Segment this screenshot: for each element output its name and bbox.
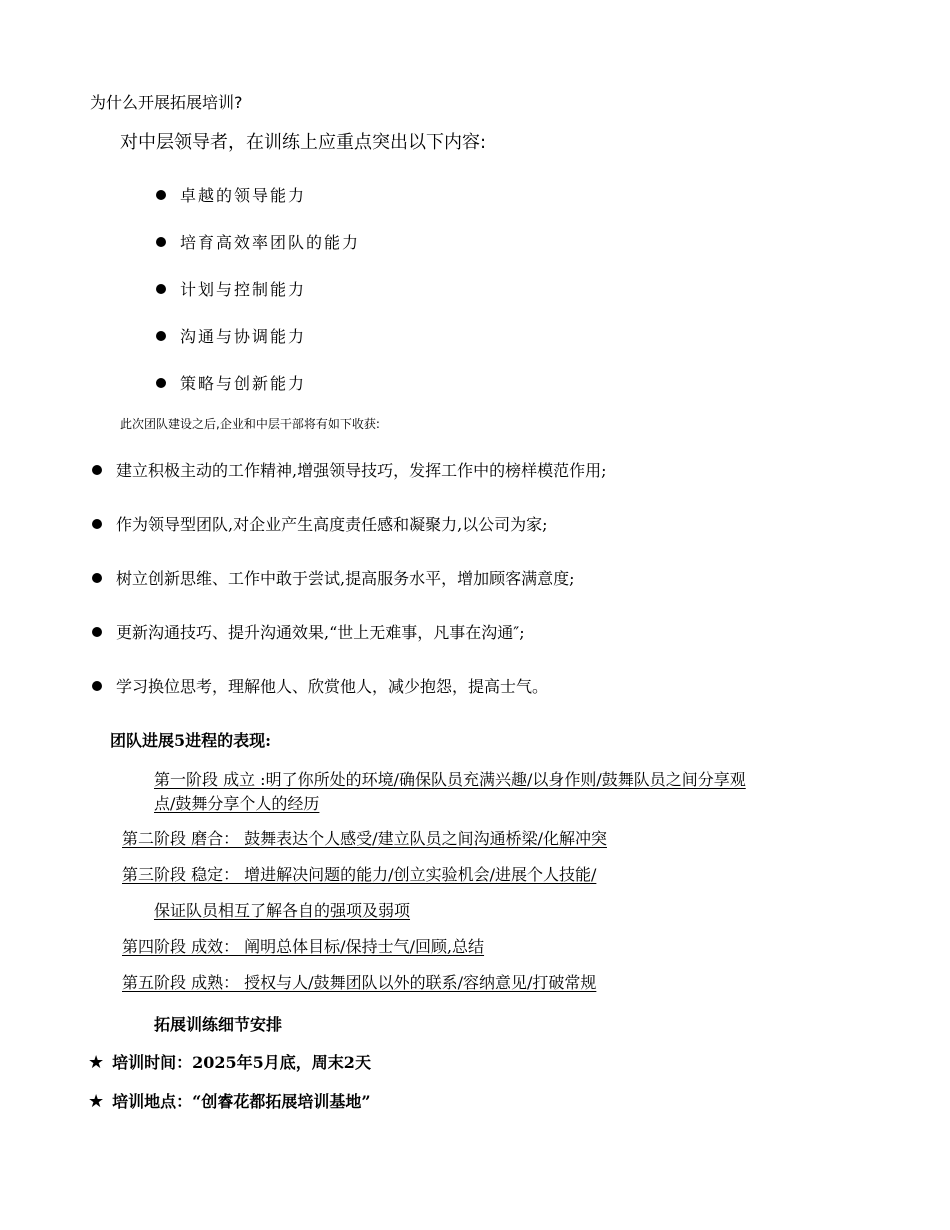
bullet-icon: [156, 237, 166, 247]
stages-heading: 团队进展5进程的表现:: [110, 731, 272, 750]
list-item: 树立创新思维、工作中敢于尝试,提高服务水平，增加顾客满意度;: [92, 566, 574, 589]
stage-5: 第五阶段 成熟： 授权与人/鼓舞团队以外的联系/容纳意见/打破常规: [122, 973, 597, 992]
list-item: 更新沟通技巧、提升沟通效果,“世上无难事，凡事在沟通″;: [92, 620, 525, 643]
bullet-icon: [156, 378, 166, 388]
gains-intro: 此次团队建设之后,企业和中层干部将有如下收获:: [120, 417, 380, 431]
page-title: 为什么开展拓展培训?: [90, 93, 243, 112]
stage-2: 第二阶段 磨合： 鼓舞表达个人感受/建立队员之间沟通桥梁/化解冲突: [122, 829, 607, 848]
list-item: 沟通与协调能力: [156, 324, 306, 347]
stage-4: 第四阶段 成效： 阐明总体目标/保持士气/回顾,总结: [122, 937, 485, 956]
section-subtitle: 对中层领导者，在训练上应重点突出以下内容:: [120, 132, 487, 153]
training-time: ★ 培训时间：2025年5月底，周末2天: [88, 1052, 371, 1073]
bullet-icon: [92, 681, 102, 691]
bullet-icon: [92, 573, 102, 583]
list-item: 建立积极主动的工作精神,增强领导技巧，发挥工作中的榜样模范作用;: [92, 458, 606, 481]
bullet-icon: [92, 465, 102, 475]
stage-1-line-1: 第一阶段 成立 :明了你所处的环境/确保队员充满兴趣/以身作则/鼓舞队员之间分享观: [154, 770, 746, 789]
bullet-icon: [156, 284, 166, 294]
stage-3-line-2: 保证队员相互了解各自的强项及弱项: [154, 901, 411, 920]
list-item: 策略与创新能力: [156, 371, 306, 394]
stage-3-line-1: 第三阶段 稳定： 增进解决问题的能力/创立实验机会/进展个人技能/: [122, 865, 597, 884]
bullet-icon: [156, 331, 166, 341]
bullet-icon: [92, 519, 102, 529]
list-item: 计划与控制能力: [156, 277, 306, 300]
star-icon: ★: [88, 1052, 105, 1073]
training-place: ★ 培训地点：“创睿花都拓展培训基地”: [88, 1091, 371, 1112]
list-item: 卓越的领导能力: [156, 183, 306, 206]
list-item: 培育高效率团队的能力: [156, 230, 360, 253]
bullet-icon: [156, 190, 166, 200]
list-item: 学习换位思考，理解他人、欣赏他人，减少抱怨，提高士气。: [92, 674, 548, 697]
stage-1-line-2: 点/鼓舞分享个人的经历: [154, 794, 320, 813]
star-icon: ★: [88, 1091, 105, 1112]
list-item: 作为领导型团队,对企业产生高度责任感和凝聚力,以公司为家;: [92, 512, 548, 535]
bullet-icon: [92, 627, 102, 637]
schedule-heading: 拓展训练细节安排: [154, 1015, 283, 1034]
